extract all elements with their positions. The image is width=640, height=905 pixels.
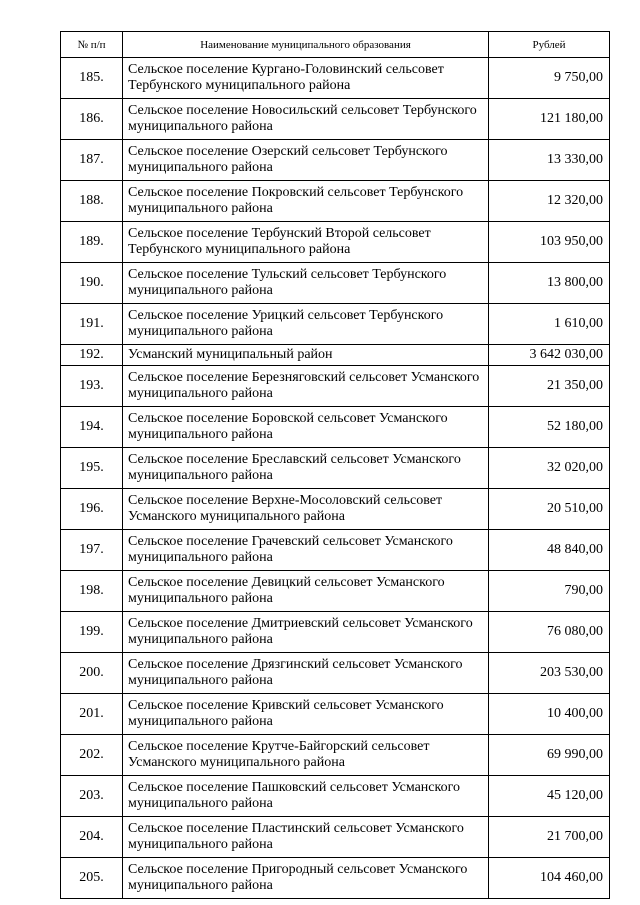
table-row xyxy=(61,181,610,222)
row-municipality-name: Сельское поселение Бреславский сельсовет Усманского муниципального района xyxy=(123,448,489,489)
row-municipality-name: Сельское поселение Пластинский сельсовет Усманского муниципального района xyxy=(123,817,489,858)
table-row xyxy=(61,407,610,448)
row-municipality-name: Сельское поселение Пашковский сельсовет Усманского муниципального района xyxy=(123,776,489,817)
row-municipality-name: Сельское поселение Кривский сельсовет Усманского муниципального района xyxy=(123,694,489,735)
table-row xyxy=(61,140,610,181)
table-row xyxy=(61,612,610,653)
table-row xyxy=(61,99,610,140)
row-number: 188. xyxy=(61,181,123,222)
table-row xyxy=(61,571,610,612)
row-municipality-name: Сельское поселение Грачевский сельсовет Усманского муниципального района xyxy=(123,530,489,571)
header-amount: Рублей xyxy=(489,32,610,58)
row-amount: 1 610,00 xyxy=(489,304,610,345)
table-row-district xyxy=(61,345,610,366)
row-number: 203. xyxy=(61,776,123,817)
row-municipality-name: Сельское поселение Девицкий сельсовет Усманского муниципального района xyxy=(123,571,489,612)
row-number: 194. xyxy=(61,407,123,448)
row-amount: 76 080,00 xyxy=(489,612,610,653)
row-municipality-name: Сельское поселение Кургано-Головинский сельсовет Тербунского муниципального района xyxy=(123,58,489,99)
row-amount: 48 840,00 xyxy=(489,530,610,571)
table-row xyxy=(61,222,610,263)
row-number: 195. xyxy=(61,448,123,489)
row-amount: 45 120,00 xyxy=(489,776,610,817)
row-municipality-name: Сельское поселение Дмитриевский сельсовет Усманского муниципального района xyxy=(123,612,489,653)
row-municipality-name: Сельское поселение Тербунский Второй сельсовет Тербунского муниципального района xyxy=(123,222,489,263)
row-amount: 790,00 xyxy=(489,571,610,612)
row-amount: 203 530,00 xyxy=(489,653,610,694)
row-amount: 52 180,00 xyxy=(489,407,610,448)
row-amount: 3 642 030,00 xyxy=(489,345,610,366)
table-row xyxy=(61,58,610,99)
row-amount: 12 320,00 xyxy=(489,181,610,222)
row-amount: 121 180,00 xyxy=(489,99,610,140)
row-amount: 10 400,00 xyxy=(489,694,610,735)
table-row xyxy=(61,366,610,407)
row-municipality-name: Сельское поселение Березняговский сельсовет Усманского муниципального района xyxy=(123,366,489,407)
row-number: 198. xyxy=(61,571,123,612)
row-amount: 13 330,00 xyxy=(489,140,610,181)
row-municipality-name: Сельское поселение Верхне-Мосоловский сельсовет Усманского муниципального района xyxy=(123,489,489,530)
row-municipality-name: Сельское поселение Пригородный сельсовет Усманского муниципального района xyxy=(123,858,489,899)
row-amount: 104 460,00 xyxy=(489,858,610,899)
row-number: 202. xyxy=(61,735,123,776)
row-number: 190. xyxy=(61,263,123,304)
row-number: 191. xyxy=(61,304,123,345)
table-row xyxy=(61,304,610,345)
header-municipality-name: Наименование муниципального образования xyxy=(123,32,489,58)
row-amount: 13 800,00 xyxy=(489,263,610,304)
row-amount: 21 700,00 xyxy=(489,817,610,858)
table-header-row xyxy=(61,32,610,58)
row-number: 205. xyxy=(61,858,123,899)
row-amount: 9 750,00 xyxy=(489,58,610,99)
row-municipality-name: Сельское поселение Покровский сельсовет Тербунского муниципального района xyxy=(123,181,489,222)
table-row xyxy=(61,489,610,530)
row-number: 193. xyxy=(61,366,123,407)
row-number: 196. xyxy=(61,489,123,530)
row-municipality-name: Сельское поселение Новосильский сельсовет Тербунского муниципального района xyxy=(123,99,489,140)
row-number: 201. xyxy=(61,694,123,735)
row-municipality-name: Сельское поселение Боровской сельсовет Усманского муниципального района xyxy=(123,407,489,448)
table-row xyxy=(61,653,610,694)
row-number: 204. xyxy=(61,817,123,858)
row-number: 187. xyxy=(61,140,123,181)
row-number: 186. xyxy=(61,99,123,140)
table-row xyxy=(61,776,610,817)
row-amount: 32 020,00 xyxy=(489,448,610,489)
table-row xyxy=(61,530,610,571)
row-number: 189. xyxy=(61,222,123,263)
row-municipality-name: Сельское поселение Урицкий сельсовет Тербунского муниципального района xyxy=(123,304,489,345)
row-amount: 21 350,00 xyxy=(489,366,610,407)
row-municipality-name: Сельское поселение Озерский сельсовет Тербунского муниципального района xyxy=(123,140,489,181)
document-page xyxy=(60,31,609,899)
row-amount: 103 950,00 xyxy=(489,222,610,263)
table-row xyxy=(61,448,610,489)
row-number: 200. xyxy=(61,653,123,694)
municipality-table xyxy=(60,31,610,899)
table-row xyxy=(61,735,610,776)
table-row xyxy=(61,858,610,899)
table-row xyxy=(61,817,610,858)
row-municipality-name: Сельское поселение Крутче-Байгорский сельсовет Усманского муниципального района xyxy=(123,735,489,776)
row-number: 192. xyxy=(61,345,123,366)
row-municipality-name: Сельское поселение Тульский сельсовет Тербунского муниципального района xyxy=(123,263,489,304)
row-number: 199. xyxy=(61,612,123,653)
row-number: 197. xyxy=(61,530,123,571)
table-row xyxy=(61,694,610,735)
row-amount: 69 990,00 xyxy=(489,735,610,776)
table-row xyxy=(61,263,610,304)
header-number: № п/п xyxy=(61,32,123,58)
row-municipality-name: Усманский муниципальный район xyxy=(123,345,489,366)
row-amount: 20 510,00 xyxy=(489,489,610,530)
row-municipality-name: Сельское поселение Дрязгинский сельсовет Усманского муниципального района xyxy=(123,653,489,694)
row-number: 185. xyxy=(61,58,123,99)
